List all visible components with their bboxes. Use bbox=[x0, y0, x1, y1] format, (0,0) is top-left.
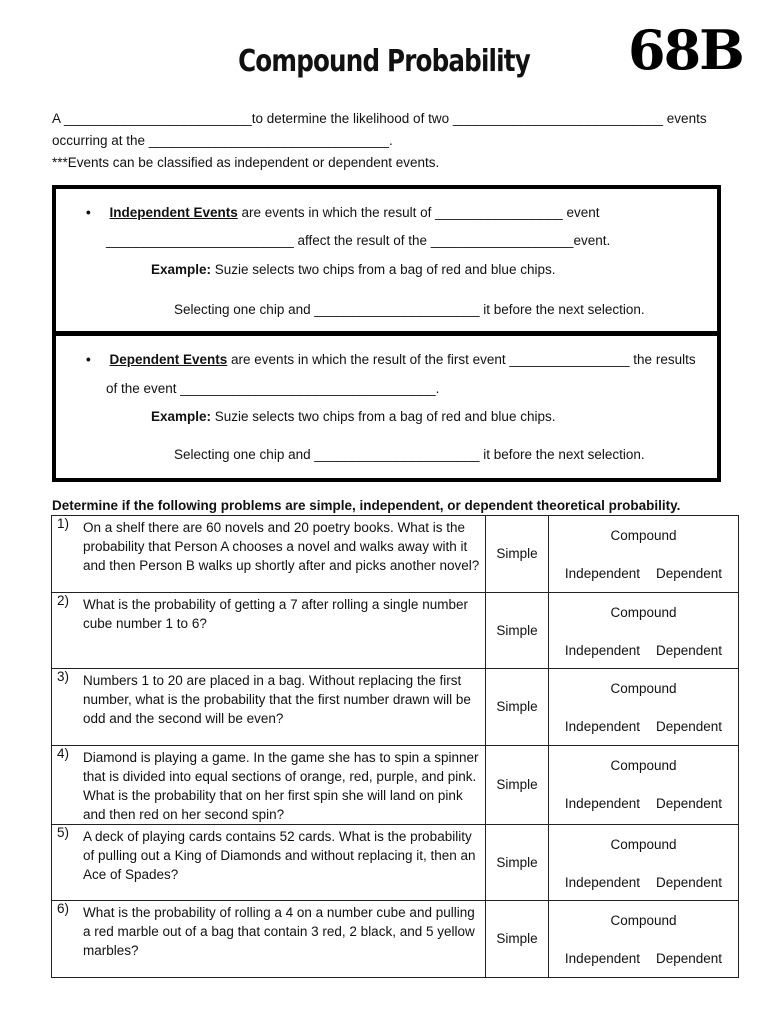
bullet: • bbox=[86, 205, 91, 220]
problem-cell bbox=[52, 824, 486, 901]
problem-number: 1) bbox=[57, 516, 70, 531]
simple-option[interactable]: Simple bbox=[486, 901, 549, 978]
independent-definition-line bbox=[86, 205, 600, 220]
lesson-badge: 68B bbox=[628, 18, 743, 82]
dependent-events-box bbox=[52, 332, 721, 482]
definition-text: are events in which the result of _________________ event bbox=[237, 205, 600, 220]
definition-line-2: _________________________ affect the result of the ___________________event. bbox=[106, 233, 611, 248]
compound-cell bbox=[549, 516, 739, 593]
selection-line: Selecting one chip and ______________________ it before the next selection. bbox=[174, 447, 645, 462]
instructions: Determine if the following problems are simple, independent, or dependent theoretical probability. bbox=[52, 498, 681, 513]
dependent-option[interactable]: Dependent bbox=[656, 642, 723, 658]
bullet: • bbox=[86, 352, 91, 367]
compound-cell bbox=[549, 901, 739, 978]
problem-text: Numbers 1 to 20 are placed in a bag. Without replacing the first number, what is the probability that the first number drawn will be odd and the second will be even? bbox=[83, 673, 471, 726]
compound-cell bbox=[549, 669, 739, 746]
table-row bbox=[52, 669, 739, 746]
independent-option[interactable]: Independent bbox=[564, 566, 640, 581]
problem-cell bbox=[52, 516, 486, 593]
problem-cell bbox=[52, 669, 486, 746]
independent-option[interactable]: Independent bbox=[564, 874, 640, 890]
simple-option[interactable]: Simple bbox=[486, 592, 549, 669]
problem-number: 6) bbox=[57, 901, 70, 916]
simple-option[interactable]: Simple bbox=[486, 824, 549, 901]
independent-example bbox=[151, 262, 555, 277]
problem-text: A deck of playing cards contains 52 cards. What is the probability of pulling out a King of Diamonds and without replacing it, then an Ace of Spades? bbox=[83, 828, 476, 882]
table-row bbox=[52, 516, 739, 593]
table-row bbox=[52, 901, 739, 978]
dependent-option[interactable]: Dependent bbox=[656, 719, 723, 734]
example-text: Suzie selects two chips from a bag of red and blue chips. bbox=[211, 262, 556, 277]
dependent-definition-line bbox=[86, 352, 696, 367]
dependent-option[interactable]: Dependent bbox=[656, 566, 723, 581]
simple-option[interactable]: Simple bbox=[486, 516, 549, 593]
selection-line: Selecting one chip and ______________________ it before the next selection. bbox=[174, 302, 645, 317]
independent-option[interactable]: Independent bbox=[564, 951, 640, 966]
problem-number: 5) bbox=[57, 824, 70, 840]
definition-line-2: of the event __________________________________. bbox=[106, 381, 440, 396]
example-label: Example: bbox=[151, 409, 212, 424]
compound-cell bbox=[549, 745, 739, 824]
dependent-option[interactable]: Dependent bbox=[656, 795, 723, 811]
problem-number: 4) bbox=[57, 745, 70, 761]
compound-cell bbox=[549, 592, 739, 669]
independent-option[interactable]: Independent bbox=[564, 795, 640, 811]
intro-line: A _________________________to determine the likelihood of two ____________________________ events bbox=[52, 111, 707, 126]
compound-label: Compound bbox=[610, 836, 677, 852]
table-row bbox=[52, 824, 739, 901]
example-text: Suzie selects two chips from a bag of red and blue chips. bbox=[211, 409, 556, 424]
compound-label: Compound bbox=[610, 528, 677, 543]
compound-label: Compound bbox=[610, 681, 677, 696]
page-title: Compound Probability bbox=[238, 44, 530, 79]
independent-option[interactable]: Independent bbox=[564, 719, 640, 734]
problem-cell bbox=[52, 592, 486, 669]
problem-text: What is the probability of getting a 7 after rolling a single number cube number 1 to 6? bbox=[83, 596, 468, 631]
definition-text: are events in which the result of the first event ________________ the results bbox=[227, 352, 696, 367]
dependent-term: Dependent Events bbox=[109, 352, 228, 367]
independent-events-box bbox=[52, 185, 721, 335]
simple-option[interactable]: Simple bbox=[486, 745, 549, 824]
problem-text: On a shelf there are 60 novels and 20 poetry books. What is the probability that Person A chooses a novel and walks away with it and then Person B walks up shortly after and picks another novel? bbox=[83, 520, 480, 573]
intro-note: ***Events can be classified as independent or dependent events. bbox=[52, 155, 440, 170]
problem-number: 2) bbox=[57, 592, 70, 608]
problem-number: 3) bbox=[57, 669, 70, 684]
compound-label: Compound bbox=[610, 913, 677, 928]
simple-option[interactable]: Simple bbox=[486, 669, 549, 746]
problem-cell bbox=[52, 745, 486, 824]
problems-table bbox=[51, 515, 739, 978]
intro-line: occurring at the ________________________________. bbox=[52, 133, 393, 148]
independent-option[interactable]: Independent bbox=[564, 642, 640, 658]
compound-cell bbox=[549, 824, 739, 901]
intro-section bbox=[52, 108, 732, 174]
problem-text: Diamond is playing a game. In the game she has to spin a spinner that is divided into equal sections of orange, red, purple, and pink. What is the probability that on her first spin she will land on pink and then red on her second spin? bbox=[83, 749, 479, 822]
table-row bbox=[52, 745, 739, 824]
problem-cell bbox=[52, 901, 486, 978]
independent-term: Independent Events bbox=[109, 205, 238, 220]
dependent-example bbox=[151, 409, 555, 424]
dependent-option[interactable]: Dependent bbox=[656, 951, 723, 966]
compound-label: Compound bbox=[610, 604, 677, 620]
table-row bbox=[52, 592, 739, 669]
problem-text: What is the probability of rolling a 4 on a number cube and pulling a red marble out of a bag that contain 3 red, 2 black, and 5 yellow marbles? bbox=[83, 905, 475, 958]
dependent-option[interactable]: Dependent bbox=[656, 874, 723, 890]
compound-label: Compound bbox=[610, 757, 677, 773]
example-label: Example: bbox=[151, 262, 212, 277]
